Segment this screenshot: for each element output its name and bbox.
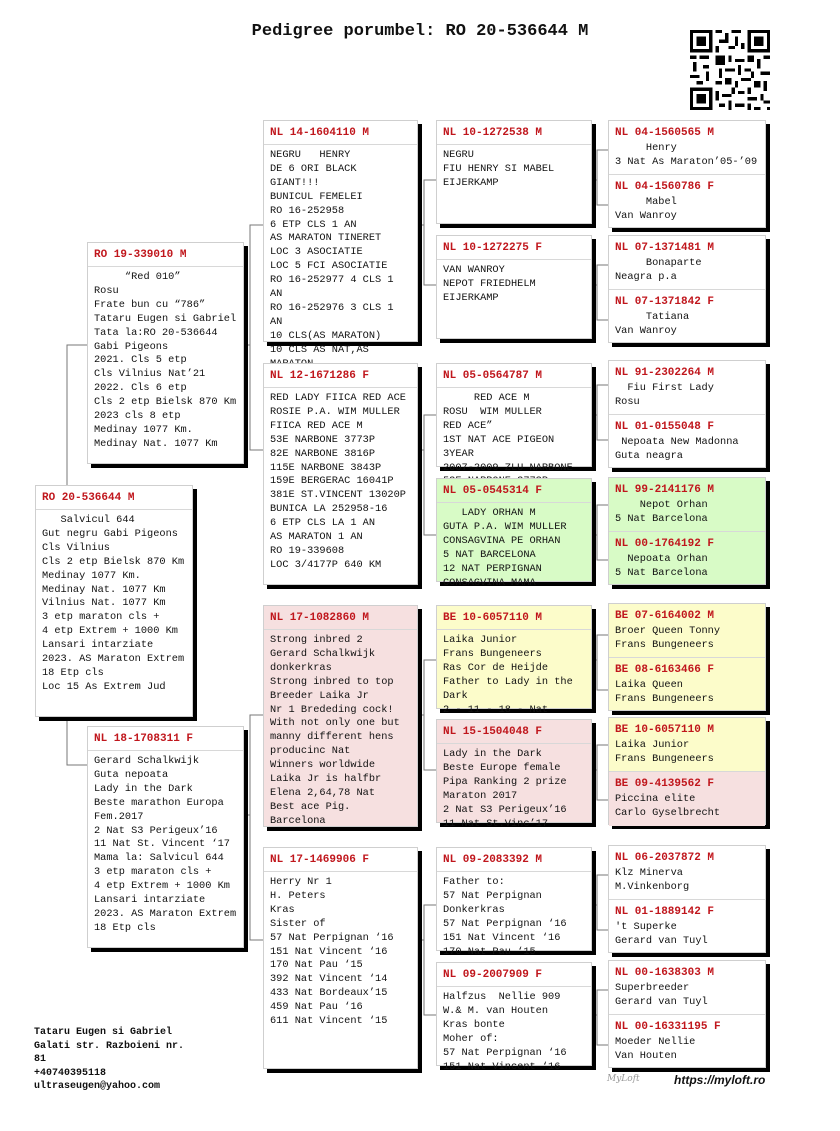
- website-link[interactable]: https://myloft.ro: [674, 1073, 766, 1087]
- grandparent-card[interactable]: [263, 363, 418, 585]
- pigeon-details: Herry Nr 1 H. Peters Kras Sister of 57 Nat Perpignan ‘16 151 Nat Vincent ‘16 170 Nat Pau ‘15 392 Nat Vincent ‘14 433 Nat Bordeaux’15 459 Nat Pau ‘16 611 Nat Vincent ‘15: [270, 876, 394, 1028]
- ring-number: NL 00-1638303 M: [615, 967, 715, 979]
- ring-number: NL 07-1371842 F: [615, 296, 715, 308]
- ring-number: NL 09-2007909 F: [437, 963, 591, 987]
- ancestor-entry[interactable]: [609, 361, 765, 414]
- pigeon-details: Klz Minerva M.Vinkenborg: [615, 867, 690, 893]
- ring-number: NL 01-1889142 F: [615, 906, 715, 918]
- ancestor-entry[interactable]: [609, 174, 765, 229]
- dam-card[interactable]: [87, 726, 244, 948]
- ancestor-entry[interactable]: [609, 846, 765, 899]
- pigeon-details: Mabel Van Wanroy: [615, 196, 677, 222]
- ring-number: RO 19-339010 M: [88, 243, 243, 267]
- pigeon-details: Strong inbred 2 Gerard Schalkwijk donkerkras Strong inbred to top Breeder Laika Jr Nr 1 Brededing cock! With not only one but manny different hens producinc Nat Winners worldwide Laika Jr is halfbr Elena 2,64,78 Nat Best ace Pig. Barcelona: [270, 634, 400, 827]
- ring-number: BE 10-6057110 M: [437, 606, 591, 630]
- ancestor-entry[interactable]: [609, 478, 765, 531]
- ring-number: NL 17-1082860 M: [264, 606, 417, 630]
- ancestor-entry[interactable]: [609, 236, 765, 289]
- pigeon-details: Father to: 57 Nat Perpignan Donkerkras 57 Nat Perpignan ‘16 151 Nat Vincent ‘16 170 Nat Pau ‘15: [443, 876, 567, 958]
- great-grandparent-card[interactable]: [436, 363, 592, 474]
- breeder-address: Galati str. Razboieni nr.: [34, 1040, 185, 1052]
- ring-number: NL 07-1371481 M: [615, 242, 715, 254]
- ring-number: NL 99-2141176 M: [615, 484, 715, 496]
- ancestor-pair-card: [608, 717, 766, 825]
- ancestor-entry[interactable]: [609, 414, 765, 469]
- pigeon-details: Moeder Nellie Van Houten: [615, 1036, 696, 1062]
- pigeon-details: RED ACE M ROSU WIM MULLER RED ACE” 1ST NAT ACE PIGEON 3YEAR 2007-2009 ZLU NARBONE: [443, 392, 573, 474]
- pigeon-details: Gerard Schalkwijk Guta nepoata Lady in the Dark Beste marathon Europa Fem.2017 2 Nat S3 Perigeux’16 11 Nat St. Vincent ‘17 Mama la: Salvicul 644 3 etp maraton cls + 4 etp Extrem + 1000 Km Lansari intarziate 2023. AS Maraton Extrem 18 Etp cls: [94, 755, 237, 934]
- pigeon-details: 't Superke Gerard van Tuyl: [615, 921, 708, 947]
- pigeon-details: Laika Junior Frans Bungeneers Ras Cor de Heijde Father to Lady in the Dark 2 - 11 - 18 - Nat: [443, 634, 573, 716]
- myloft-logo: MyLoft: [607, 1074, 640, 1084]
- great-grandparent-card[interactable]: [436, 847, 592, 958]
- pigeon-details: Nepot Orhan 5 Nat Barcelona: [615, 499, 708, 525]
- ring-number: BE 10-6057110 M: [615, 724, 715, 736]
- pigeon-details: Laika Queen Frans Bungeneers: [615, 679, 714, 705]
- ring-number: NL 05-0564787 M: [437, 364, 591, 388]
- pigeon-details: Tatiana Van Wanroy: [615, 311, 690, 337]
- great-grandparent-card[interactable]: [436, 478, 592, 589]
- pigeon-details: RED LADY FIICA RED ACE ROSIE P.A. WIM MULLER FIICA RED ACE M 53E NARBONE 3773P 82E NARBONE 3816P 115E NARBONE 3843P 159E BERGERAC 16041P 381E ST.VINCENT 13020P BUNICA LA 252958-16 6 ETP CLS LA 1 AN AS MARATON 1 AN RO 19-339608 LOC 3/4177P 640 KM: [270, 392, 406, 571]
- sire-card[interactable]: [87, 242, 244, 464]
- pigeon-details: Halfzus Nellie 909 W.& M. van Houten Kras bonte Moher of: 57 Nat Perpignan ‘16 151 Nat Vincent ‘16: [443, 991, 567, 1073]
- ancestor-entry[interactable]: [609, 961, 765, 1014]
- ring-number: NL 04-1560565 M: [615, 127, 715, 139]
- ancestor-pair-card: [608, 603, 766, 711]
- ancestor-entry[interactable]: [609, 771, 765, 826]
- breeder-address-number: 81: [34, 1054, 47, 1066]
- pigeon-details: VAN WANROY NEPOT FRIEDHELM EIJERKAMP: [443, 264, 536, 304]
- ring-number: NL 06-2037872 M: [615, 852, 715, 864]
- pigeon-details: Broer Queen Tonny Frans Bungeneers: [615, 625, 721, 651]
- ring-number: NL 10-1272538 M: [437, 121, 591, 145]
- ring-number: NL 15-1504048 F: [437, 720, 591, 744]
- ring-number: NL 09-2083392 M: [437, 848, 591, 872]
- ancestor-pair-card: [608, 960, 766, 1068]
- ring-number: NL 91-2302264 M: [615, 367, 715, 379]
- ring-number: NL 12-1671286 F: [264, 364, 417, 388]
- grandparent-card[interactable]: [263, 847, 418, 1069]
- great-grandparent-card[interactable]: [436, 962, 592, 1073]
- ring-number: NL 00-1764192 F: [615, 538, 715, 550]
- pigeon-details: LADY ORHAN M GUTA P.A. WIM MULLER CONSAGVINA PE ORHAN 5 NAT BARCELONA 12 NAT PERPIGNAN CONSAGVINA MAMA: [443, 507, 567, 589]
- pigeon-details: Piccina elite Carlo Gyselbrecht: [615, 793, 721, 819]
- breeder-email[interactable]: ultraseugen@yahoo.com: [34, 1081, 161, 1093]
- ring-number: NL 04-1560786 F: [615, 181, 715, 193]
- ancestor-pair-card: [608, 235, 766, 343]
- ancestor-pair-card: [608, 360, 766, 468]
- ancestor-pair-card: [608, 120, 766, 228]
- ring-number: BE 07-6164002 M: [615, 610, 715, 622]
- ancestor-pair-card: [608, 845, 766, 953]
- ancestor-entry[interactable]: [609, 289, 765, 344]
- grandparent-card[interactable]: [263, 605, 418, 827]
- page-title: Pedigree porumbel: RO 20-536644 M: [251, 22, 589, 41]
- great-grandparent-card[interactable]: [436, 719, 592, 830]
- pigeon-details: Superbreeder Gerard van Tuyl: [615, 982, 708, 1008]
- pigeon-details: NEGRU FIU HENRY SI MABEL EIJERKAMP: [443, 149, 555, 189]
- ring-number: NL 10-1272275 F: [437, 236, 591, 260]
- subject-pigeon-card[interactable]: [35, 485, 193, 717]
- great-grandparent-card[interactable]: [436, 120, 592, 224]
- ring-number: NL 14-1604110 M: [264, 121, 417, 145]
- ring-number: NL 18-1708311 F: [88, 727, 243, 751]
- breeder-name: Tataru Eugen si Gabriel: [34, 1027, 173, 1038]
- ancestor-entry[interactable]: [609, 657, 765, 712]
- ancestor-entry[interactable]: [609, 1014, 765, 1069]
- ancestor-pair-card: [608, 477, 766, 585]
- pigeon-details: NEGRU HENRY DE 6 ORI BLACK GIANT!!! BUNICUL FEMELEI RO 16-252958 6 ETP CLS 1 AN AS MARATON TINERET LOC 3 ASOCIATIE LOC 5 FCI ASOCIATIE RO 16-252977 4 CLS 1 AN RO 16-252976 3 CLS 1 AN 10 CLS(AS MARATON) 10 CLS AS NAT,AS: [270, 149, 394, 356]
- great-grandparent-card[interactable]: [436, 605, 592, 716]
- pigeon-details: Lady in the Dark Beste Europe female Pipa Ranking 2 prize Maraton 2017 2 Nat S3 Perigeux’16 11 Nat St.Vinc’17: [443, 748, 567, 830]
- great-grandparent-card[interactable]: [436, 235, 592, 339]
- ancestor-entry[interactable]: [609, 121, 765, 174]
- ring-number: NL 17-1469906 F: [264, 848, 417, 872]
- pigeon-details: Bonaparte Neagra p.a: [615, 257, 702, 283]
- pigeon-details: Laika Junior Frans Bungeneers: [615, 739, 714, 765]
- breeder-contact: [34, 1026, 184, 1094]
- ancestor-entry[interactable]: [609, 531, 765, 586]
- ring-number: NL 00-16331195 F: [615, 1021, 721, 1033]
- ring-number: RO 20-536644 M: [36, 486, 192, 510]
- pigeon-details: Henry 3 Nat As Maraton’05-’09: [615, 142, 758, 168]
- pigeon-details: Fiu First Lady Rosu: [615, 382, 714, 408]
- ring-number: NL 05-0545314 F: [437, 479, 591, 503]
- breeder-phone: +40740395118: [34, 1067, 107, 1079]
- grandparent-card[interactable]: [263, 120, 418, 356]
- pigeon-details: “Red 010” Rosu Frate bun cu “786” Tataru Eugen si Gabriel Tata la:RO 20-536644 Gabi Pigeons 2021. Cls 5 etp Cls Vilnius Nat’21 2022. Cls 6 etp Cls 2 etp Bielsk 870 Km 2023 cls 8 etp Medinay 1077 Km. Medinay Nat. 1077 Km: [94, 271, 237, 450]
- ring-number: NL 01-0155048 F: [615, 421, 715, 433]
- pigeon-details: Nepoata New Madonna Guta neagra: [615, 436, 739, 462]
- ancestor-entry[interactable]: [609, 718, 765, 771]
- pigeon-details: Nepoata Orhan 5 Nat Barcelona: [615, 553, 708, 579]
- qr-code-icon: [690, 30, 770, 110]
- ring-number: BE 08-6163466 F: [615, 664, 715, 676]
- ancestor-entry[interactable]: [609, 899, 765, 954]
- ring-number: BE 09-4139562 F: [615, 778, 715, 790]
- ancestor-entry[interactable]: [609, 604, 765, 657]
- pigeon-details: Salvicul 644 Gut negru Gabi Pigeons Cls Vilnius Cls 2 etp Bielsk 870 Km Medinay 1077 Km. Medinay Nat. 1077 Km Vilnius Nat. 1077 Km 3 etp maraton cls + 4 etp Extrem + 1000 Km Lansari intarziate 2023. AS Maraton Extrem 18 Etp cls Loc 15 As Extrem Jud: [42, 514, 185, 693]
